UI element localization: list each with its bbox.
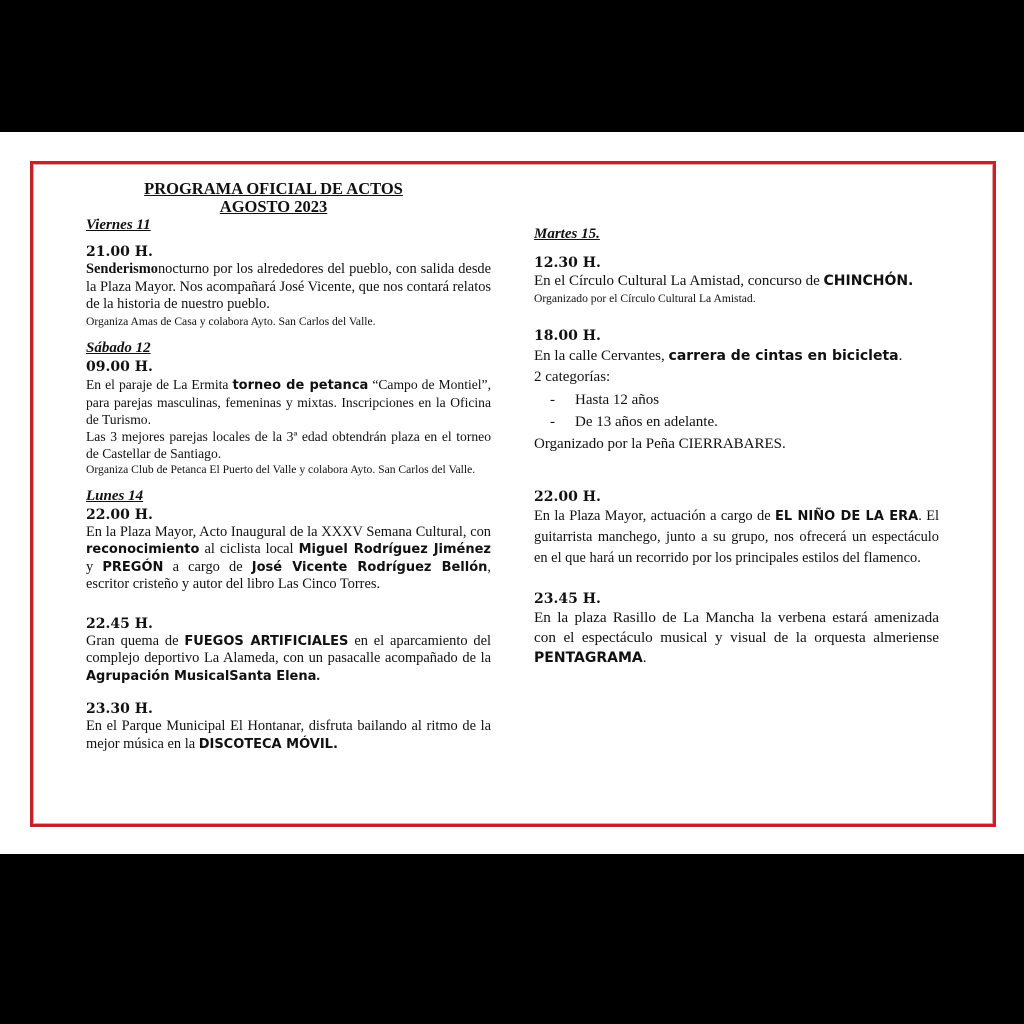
event-time: 21.00 H.	[86, 244, 153, 260]
program-sheet	[0, 132, 1024, 854]
event-description	[534, 272, 939, 291]
event-description	[86, 376, 491, 428]
event-text: En la Plaza Mayor, actuación a cargo de	[534, 508, 776, 524]
title-line-1: PROGRAMA OFICIAL DE ACTOS	[144, 179, 403, 198]
categories-list	[534, 389, 939, 433]
event-text: En el Parque Municipal El Hontanar, disfruta bailando al ritmo de la mejor música en la	[86, 718, 491, 752]
event-time: 09.00 H.	[86, 358, 153, 375]
event-text: .	[898, 348, 903, 364]
event-text: y	[86, 558, 103, 575]
event-highlight: Senderismo	[86, 261, 158, 277]
event-organizer: Organizado por el Círculo Cultural La Amistad.	[534, 292, 756, 305]
event-highlight: José Vicente Rodríguez Bellón	[251, 559, 488, 575]
event-text: En la plaza Rasillo de La Mancha la verbena estará amenizada con el espectáculo musical y visual de la orquesta almeriense	[534, 609, 939, 646]
page-title	[56, 180, 491, 216]
event-text: a cargo de	[163, 558, 252, 575]
event-text: En el Círculo Cultural La Amistad, concurso de	[534, 273, 824, 289]
event-description	[534, 506, 939, 569]
categories-label: 2 categorías:	[534, 369, 611, 385]
event-organizer: Organizado por la Peña CIERRABARES.	[534, 436, 786, 452]
day-heading-viernes: Viernes 11	[86, 217, 151, 233]
event-time: 12.30 H.	[534, 255, 601, 271]
event-text: nocturno por los alrededores del pueblo, con salida desde la Plaza Mayor. Nos acompañará José Vicente, que nos contará relatos de la historia de nuestro pueblo.	[86, 261, 491, 312]
list-item-text: Hasta 12 años	[575, 392, 660, 408]
event-description	[86, 524, 491, 594]
event-organizer: Organiza Amas de Casa y colabora Ayto. San Carlos del Valle.	[86, 314, 376, 328]
event-highlight: FUEGOS ARTIFICIALES	[184, 633, 349, 649]
event-highlight: Miguel Rodríguez Jiménez	[298, 542, 491, 557]
day-heading-martes: Martes 15.	[534, 226, 600, 242]
dash-bullet: -	[550, 392, 555, 408]
list-item-text: De 13 años en adelante.	[575, 414, 718, 430]
day-heading-lunes: Lunes 14	[86, 487, 144, 504]
event-text: En la Plaza Mayor, Acto Inaugural de la XXXV Semana Cultural, con	[86, 523, 491, 540]
event-highlight: reconocimiento	[86, 542, 200, 557]
event-organizer: Organiza Club de Petanca El Puerto del Valle y colabora Ayto. San Carlos del Valle.	[86, 462, 476, 476]
left-column	[86, 180, 491, 753]
event-highlight: DISCOTECA MÓVIL.	[198, 736, 338, 752]
event-description: Las 3 mejores parejas locales de la 3ª edad obtendrán plaza en el torneo de Castellar de Santiago.	[86, 428, 491, 461]
event-text: .	[642, 649, 647, 666]
event-text: .	[316, 667, 320, 684]
event-highlight: Agrupación MusicalSanta Elena	[86, 668, 317, 684]
event-text: En la calle Cervantes,	[534, 348, 669, 364]
event-text: . El guitarrista manchego, junto a su grupo, nos ofrecerá un espectáculo en el que hará un recorrido por los principales estilos del flamenco.	[534, 508, 939, 566]
event-description	[86, 633, 491, 686]
right-column	[534, 225, 939, 668]
event-time: 23.30 H.	[86, 701, 153, 717]
event-time: 23.45 H.	[534, 591, 601, 607]
event-highlight: carrera de cintas en bicicleta	[668, 348, 899, 364]
event-time: 18.00 H.	[534, 328, 601, 344]
title-line-2: AGOSTO 2023	[219, 197, 328, 216]
list-item	[534, 389, 939, 411]
event-description	[86, 718, 491, 753]
event-description	[86, 261, 491, 314]
event-text: , escritor cristeño y autor del libro Las Cinco Torres.	[86, 558, 491, 592]
event-text: al ciclista local	[199, 541, 299, 557]
event-highlight: CHINCHÓN.	[823, 273, 914, 289]
event-highlight: PREGÓN	[102, 559, 164, 575]
event-text: En el paraje de La Ermita	[86, 376, 233, 392]
event-highlight: torneo de petanca	[232, 377, 369, 393]
event-time: 22.00 H.	[534, 489, 601, 505]
event-text: en el aparcamiento del complejo deportivo La Alameda, con un pasacalle acompañado de la	[86, 632, 491, 666]
event-text: “Campo de Montiel”, para parejas masculinas, femeninas y mixtas. Inscripciones en la Oficina de Turismo.	[86, 376, 491, 427]
list-item	[534, 411, 939, 433]
event-highlight: EL NIÑO DE LA ERA	[775, 509, 919, 524]
event-highlight: PENTAGRAMA	[534, 650, 643, 666]
event-text: Gran quema de	[86, 632, 185, 649]
event-description	[534, 608, 939, 668]
event-time: 22.45 H.	[86, 615, 153, 632]
event-description	[534, 345, 939, 367]
dash-bullet: -	[550, 414, 555, 430]
day-heading-sabado: Sábado 12	[86, 339, 151, 356]
event-time: 22.00 H.	[86, 506, 153, 523]
